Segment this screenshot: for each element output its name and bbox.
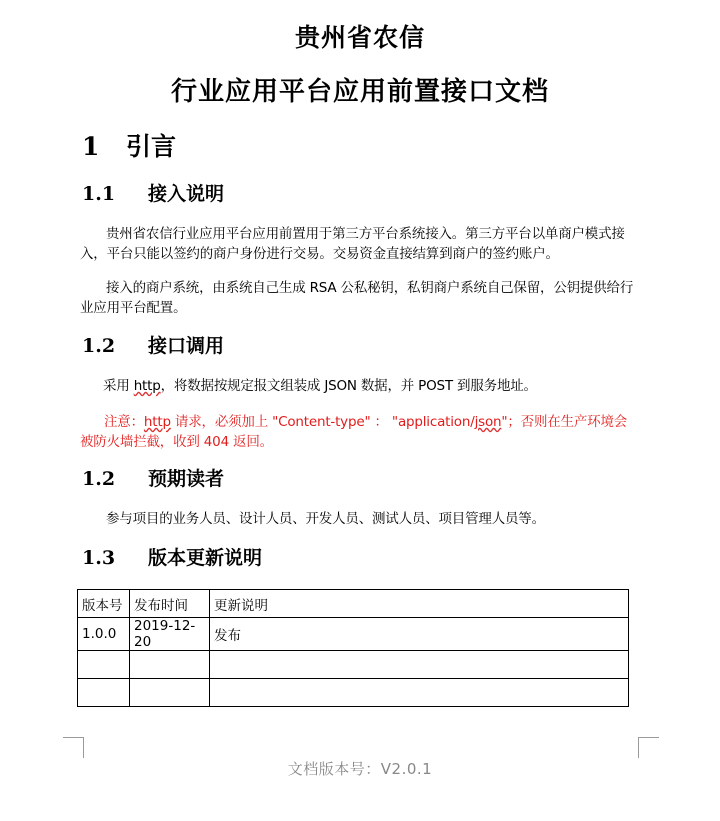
page-corner-marker-left (63, 737, 84, 758)
text-span: 请求，必须加上 "Content-type" ： "application/ (170, 414, 475, 430)
note-label: 注意： (104, 414, 144, 430)
heading-text: 接口调用 (148, 335, 225, 357)
paragraph-readers: 参与项目的业务人员、设计人员、开发人员、测试人员、项目管理人员等。 (106, 511, 545, 527)
heading-section-1-2 (82, 333, 224, 359)
heading-number: 1.3 (82, 547, 116, 569)
table-header-cell: 发布时间 (130, 590, 210, 618)
text-json: json (474, 414, 502, 430)
table-cell (210, 679, 629, 707)
text-span: "；否则在生产环境会被防火墙拦截，收到 404 返回。 (80, 414, 628, 450)
heading-text: 接入说明 (148, 183, 225, 205)
table-row (78, 618, 629, 651)
table-cell: 2019-12-20 (130, 618, 210, 651)
table-cell (78, 651, 130, 679)
paragraph-access-keys: 接入的商户系统，由系统自己生成 RSA 公私秘钥，私钥商户系统自己保留，公钥提供给行业应用平台配置。 (80, 280, 634, 316)
text-span: ，将数据按规定报文组装成 JSON 数据，并 POST 到服务地址。 (160, 378, 537, 394)
heading-text: 引言 (126, 132, 177, 161)
table-header-row (78, 590, 629, 618)
footer-document-version: 文档版本号：V2.0.1 (287, 760, 433, 778)
heading-text: 版本更新说明 (148, 547, 263, 569)
heading-section-1-1 (82, 181, 224, 207)
table-cell (130, 651, 210, 679)
heading-number: 1.1 (82, 183, 116, 205)
table-cell (78, 679, 130, 707)
table-cell (210, 651, 629, 679)
heading-section-1-3 (82, 545, 262, 571)
text-http: http (133, 378, 161, 394)
page-corner-marker-right (638, 737, 659, 758)
table-row (78, 679, 629, 707)
text-http: http (143, 414, 171, 430)
version-history-table (77, 589, 629, 707)
text-span: 采用 (103, 378, 134, 394)
paragraph-access-intro: 贵州省农信行业应用平台应用前置用于第三方平台系统接入。第三方平台以单商户模式接入，平台只能以签约的商户身份进行交易。交易资金直接结算到商户的签约账户。 (80, 226, 625, 262)
document-title-line2: 行业应用平台应用前置接口文档 (170, 77, 549, 107)
heading-text: 预期读者 (148, 468, 225, 490)
table-cell: 1.0.0 (78, 618, 130, 651)
heading-number: 1.2 (82, 335, 116, 357)
heading-number: 1 (82, 132, 100, 161)
heading-section-1 (82, 130, 176, 164)
document-title-line1: 贵州省农信 (294, 23, 425, 52)
paragraph-note-warning (80, 412, 636, 452)
heading-section-1-2-readers (82, 466, 224, 492)
paragraph-interface-call (103, 376, 643, 396)
heading-number: 1.2 (82, 468, 116, 490)
table-row (78, 651, 629, 679)
table-header-cell: 更新说明 (210, 590, 629, 618)
table-header-cell: 版本号 (78, 590, 130, 618)
table-cell: 发布 (210, 618, 629, 651)
table-cell (130, 679, 210, 707)
